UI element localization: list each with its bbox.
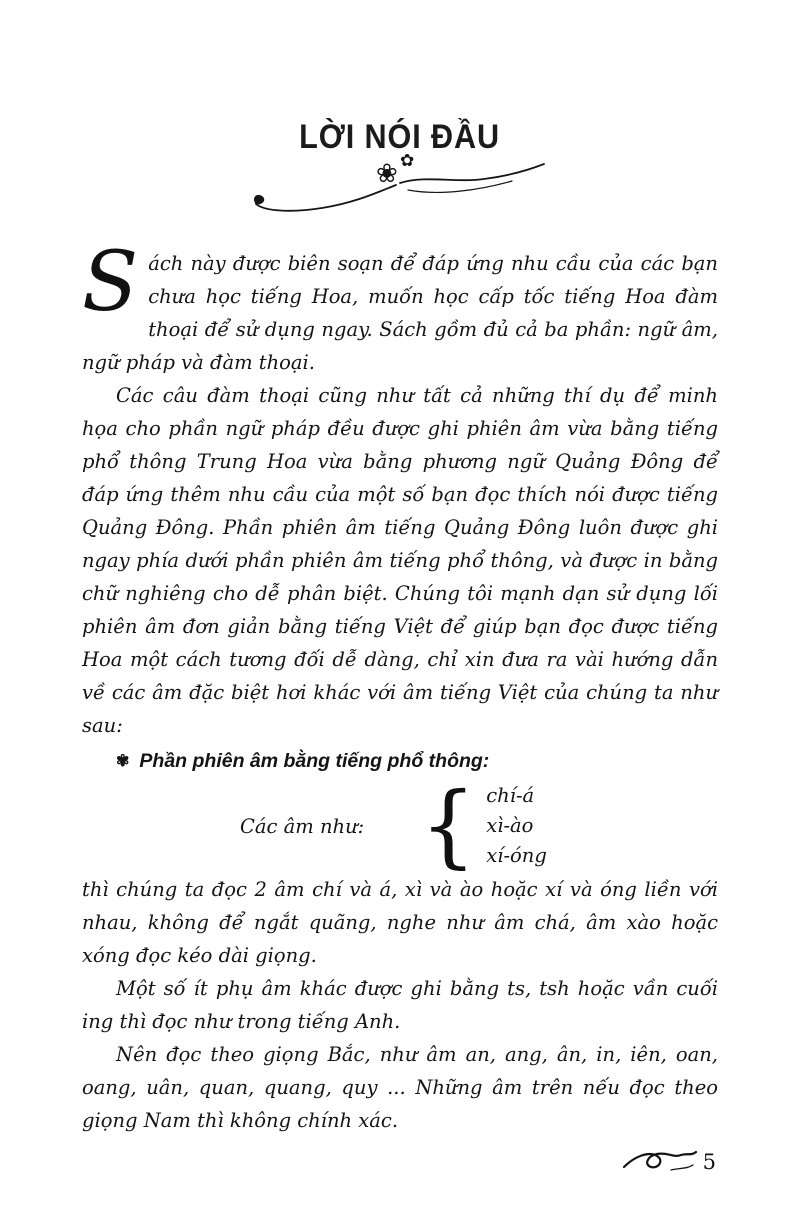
flower-icon: ❀	[376, 159, 398, 189]
page-footer	[621, 1144, 716, 1174]
dropcap-letter: S	[82, 235, 139, 330]
pronunciation-example	[240, 772, 718, 879]
page-number: 5	[702, 1150, 716, 1174]
example-item: chí-á	[486, 784, 535, 807]
preface-body	[0, 217, 800, 1137]
title-block	[0, 0, 800, 217]
example-item: xí-óng	[486, 844, 547, 867]
flower-bullet-icon: ✾	[116, 753, 130, 770]
pen-flourish-icon	[621, 1144, 699, 1174]
title-flourish	[250, 151, 550, 217]
paragraph-2: Các câu đàm thoại cũng như tất cả những thí dụ để minh họa cho phần ngữ pháp đều được ghi phiên âm vừa bằng tiếng phổ thông Trung Hoa vừa bằng phương ngữ Quảng Đông để đáp ứng thêm nhu cầu của một số bạn đọc thích nói được tiếng Quảng Đông. Phần phiên âm tiếng Quảng Đông luôn được ghi ngay phía dưới phần phiên âm tiếng phổ thông, và được in bằng chữ nghiêng cho dễ phân biệt. Chúng tôi mạnh dạn sử dụng lối phiên âm đơn giản bằng tiếng Việt để giúp bạn đọc được tiếng Hoa một cách tương đối dễ dàng, chỉ xin đưa ra vài hướng dẫn về các âm đặc biệt hơi khác với âm tiếng Việt của chúng ta như sau:	[82, 384, 718, 737]
example-item: xì-ào	[486, 814, 534, 837]
bullet-heading-text: Phần phiên âm bằng tiếng phổ thông:	[139, 750, 490, 772]
paragraph-3: thì chúng ta đọc 2 âm chí và á, xì và ào hoặc xí và óng liền với nhau, không để ngắt quãng, nghe như âm chá, âm xào hoặc xóng đọc kéo dài giọng.	[82, 878, 718, 967]
bullet-heading	[82, 745, 718, 779]
paragraph-1	[82, 235, 718, 379]
paragraph-5: Nên đọc theo giọng Bắc, như âm an, ang, ân, in, iên, oan, oang, uân, quan, quang, quy ... Những âm trên nếu đọc theo giọng Nam thì không chính xác.	[82, 1043, 718, 1132]
example-item-list	[486, 781, 547, 871]
paragraph-1-text: ách này được biên soạn để đáp ứng nhu cầu của các bạn chưa học tiếng Hoa, muốn học cấp tốc tiếng Hoa đàm thoại để sử dụng ngay. Sách gồm đủ cả ba phần: ngữ âm, ngữ pháp và đàm thoại.	[82, 252, 718, 374]
page-title: LỜI NÓI ĐẦU	[299, 118, 501, 156]
paragraph-4: Một số ít phụ âm khác được ghi bằng ts, tsh hoặc vần cuối ing thì đọc như trong tiếng Anh.	[82, 977, 718, 1033]
example-label: Các âm như:	[240, 814, 365, 838]
left-brace-icon: {	[420, 772, 477, 879]
flower-icon: ✿	[400, 151, 415, 171]
